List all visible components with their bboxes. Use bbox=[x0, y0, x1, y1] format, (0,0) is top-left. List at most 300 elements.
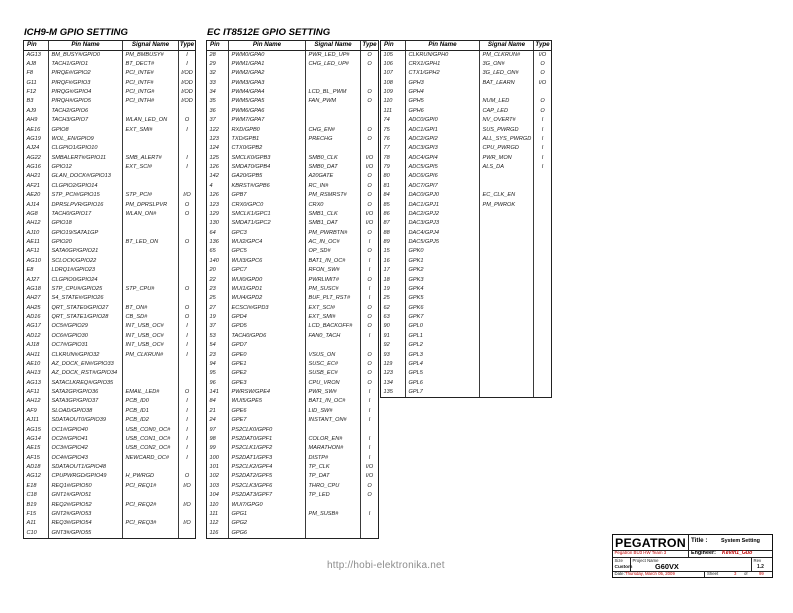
signal-name-cell bbox=[479, 276, 533, 285]
table-body bbox=[381, 51, 551, 398]
type-cell: O bbox=[360, 369, 378, 378]
signal-name-cell: SUSC_EC# bbox=[305, 360, 360, 369]
pin-cell: 108 bbox=[383, 79, 393, 86]
pin-name-cell: PIRQH#/GPIO5 bbox=[48, 97, 122, 106]
type-cell: O bbox=[533, 97, 551, 106]
signal-name-cell: CRX0 bbox=[305, 201, 360, 210]
pin-cell: 95 bbox=[209, 370, 216, 377]
pin-name-cell: GPC5 bbox=[228, 247, 305, 256]
pin-name-cell: ADC1/GPI1 bbox=[405, 126, 479, 135]
signal-name-cell: SUSB_EC# bbox=[305, 369, 360, 378]
pin-name-cell: AZ_DOCK_EN#/GPIO33 bbox=[48, 360, 122, 369]
table-row bbox=[207, 69, 378, 78]
table-row bbox=[381, 210, 551, 219]
table-body bbox=[207, 51, 378, 539]
type-cell bbox=[178, 247, 195, 256]
pin-cell: AJ14 bbox=[26, 201, 40, 208]
table-row bbox=[207, 247, 378, 256]
signal-name-cell: LID_SW# bbox=[305, 407, 360, 416]
table-row bbox=[24, 294, 195, 303]
signal-name-cell: PCI_INTG# bbox=[122, 88, 178, 97]
signal-name-cell: H_PWRGD bbox=[122, 472, 178, 481]
pin-name-cell: CPUPWRGD/GPIO49 bbox=[48, 472, 122, 481]
table-row bbox=[24, 304, 195, 313]
type-cell bbox=[360, 529, 378, 538]
signal-name-cell: SMB_ALERT# bbox=[122, 154, 178, 163]
type-cell bbox=[533, 379, 551, 388]
type-cell bbox=[533, 219, 551, 228]
title-label: Title : bbox=[691, 537, 708, 544]
pin-name-cell: PS2CLK2/GPF4 bbox=[228, 463, 305, 472]
type-cell bbox=[533, 369, 551, 378]
signal-name-cell: PM_CLKRUN# bbox=[479, 51, 533, 60]
signal-name-cell: BAT1_IN_OC# bbox=[305, 257, 360, 266]
pin-name-cell: GPL6 bbox=[405, 379, 479, 388]
type-cell bbox=[360, 144, 378, 153]
pin-cell: AE10 bbox=[26, 360, 41, 367]
table-row bbox=[24, 501, 195, 510]
pin-name-cell: GPL5 bbox=[405, 369, 479, 378]
table-row bbox=[207, 332, 378, 341]
type-cell: I bbox=[178, 154, 195, 163]
table-row bbox=[381, 304, 551, 313]
pin-name-cell: DPRSLPVR/GPIO16 bbox=[48, 201, 122, 210]
pin-name-cell: PWM2/GPA2 bbox=[228, 69, 305, 78]
pin-name-cell: SDATAOUT0/GPIO39 bbox=[48, 416, 122, 425]
pin-cell: 84 bbox=[209, 398, 216, 405]
table-row bbox=[24, 201, 195, 210]
pin-cell: 22 bbox=[209, 276, 216, 283]
signal-name-cell: CB_SD# bbox=[122, 313, 178, 322]
table-row bbox=[207, 407, 378, 416]
table-row bbox=[24, 463, 195, 472]
signal-name-cell: 3G_ON# bbox=[479, 60, 533, 69]
pin-name-cell: GPK0 bbox=[405, 247, 479, 256]
pin-name-cell: BM_BUSY#/GPIO0 bbox=[48, 51, 122, 60]
pin-cell: 123 bbox=[209, 135, 219, 142]
type-cell: I/O bbox=[178, 191, 195, 200]
pin-cell: F15 bbox=[26, 510, 37, 517]
pin-cell: 20 bbox=[209, 267, 216, 274]
pin-name-cell: WUI1/GPD1 bbox=[228, 285, 305, 294]
signal-name-cell bbox=[479, 369, 533, 378]
signal-name-cell: FAN_PWM bbox=[305, 97, 360, 106]
type-cell bbox=[178, 182, 195, 191]
table-row bbox=[24, 210, 195, 219]
signal-name-cell: THRO_CPU bbox=[305, 482, 360, 491]
pin-cell: 111 bbox=[383, 107, 393, 114]
table-row bbox=[207, 491, 378, 500]
table-row bbox=[207, 97, 378, 106]
table-row bbox=[381, 229, 551, 238]
pin-cell: AG13 bbox=[26, 51, 41, 58]
pin-name-cell: OC5#/GPIO29 bbox=[48, 322, 122, 331]
pin-cell: AG10 bbox=[26, 257, 41, 264]
pin-cell: 142 bbox=[209, 173, 219, 180]
signal-name-cell: LCD_BL_PWM bbox=[305, 88, 360, 97]
signal-name-cell: OP_SD# bbox=[305, 247, 360, 256]
signal-name-cell: EXT_SCI# bbox=[305, 304, 360, 313]
pin-name-cell: SMBALERT#/GPIO11 bbox=[48, 154, 122, 163]
pin-name-cell: SATACLKREQ#/GPIO35 bbox=[48, 379, 122, 388]
type-cell: I/O bbox=[533, 51, 551, 60]
signal-name-cell bbox=[479, 238, 533, 247]
table-row bbox=[207, 285, 378, 294]
type-cell: O bbox=[178, 238, 195, 247]
pin-cell: AD12 bbox=[26, 332, 41, 339]
signal-name-cell bbox=[479, 219, 533, 228]
type-cell bbox=[178, 379, 195, 388]
signal-name-cell: STP_PCI# bbox=[122, 191, 178, 200]
type-cell: O bbox=[360, 351, 378, 360]
pin-cell: 126 bbox=[209, 192, 219, 199]
signal-name-cell: TP_LED bbox=[305, 491, 360, 500]
pin-name-cell: GNT1#/GPIO51 bbox=[48, 491, 122, 500]
pin-name-cell: KBRST#/GPB6 bbox=[228, 182, 305, 191]
signal-name-cell: EMAIL_LED# bbox=[122, 388, 178, 397]
table-row bbox=[24, 313, 195, 322]
table-row bbox=[207, 313, 378, 322]
signal-name-cell: PCB_ID1 bbox=[122, 407, 178, 416]
type-cell bbox=[533, 172, 551, 181]
pin-cell: 17 bbox=[383, 267, 390, 274]
table-row bbox=[381, 51, 551, 60]
table-row bbox=[24, 379, 195, 388]
type-cell: I bbox=[533, 135, 551, 144]
signal-name-cell: PWR_SW# bbox=[305, 388, 360, 397]
pin-cell: 90 bbox=[383, 323, 390, 330]
signal-name-cell bbox=[122, 107, 178, 116]
table-row bbox=[207, 154, 378, 163]
pin-name-cell: SMCLK0/GPB3 bbox=[228, 154, 305, 163]
pin-cell: 34 bbox=[209, 89, 216, 95]
table-header bbox=[24, 41, 195, 51]
pin-cell: 19 bbox=[209, 314, 216, 320]
table-row bbox=[207, 182, 378, 191]
table-row bbox=[381, 60, 551, 69]
type-cell: I bbox=[178, 397, 195, 406]
type-cell: I bbox=[178, 126, 195, 135]
pin-name-cell: DAC1/GPJ1 bbox=[405, 201, 479, 210]
pin-name-cell: PS2CLK0/GPF0 bbox=[228, 426, 305, 435]
table-row bbox=[24, 472, 195, 481]
pin-cell: 94 bbox=[209, 360, 216, 367]
pin-name-cell: QRT_STATE1/GPIO28 bbox=[48, 313, 122, 322]
pin-name-cell: OC4#/GPIO43 bbox=[48, 454, 122, 463]
type-cell: O bbox=[360, 276, 378, 285]
signal-name-cell bbox=[305, 519, 360, 528]
type-cell bbox=[178, 266, 195, 275]
pin-cell: 62 bbox=[383, 304, 390, 311]
pin-name-cell: GPH3 bbox=[405, 79, 479, 88]
signal-name-cell: INSTANT_ON# bbox=[305, 416, 360, 425]
ich9-title: ICH9-M GPIO SETTING bbox=[24, 27, 128, 38]
pin-name-cell: OC2#/GPIO41 bbox=[48, 435, 122, 444]
pin-name-cell: ADC3/GPI3 bbox=[405, 144, 479, 153]
pin-cell: AH12 bbox=[26, 398, 41, 405]
table-row bbox=[381, 135, 551, 144]
type-cell: I bbox=[178, 454, 195, 463]
type-cell bbox=[178, 529, 195, 538]
pin-name-cell: QRT_STATE0/GPIO27 bbox=[48, 304, 122, 313]
sheet-total: 99 bbox=[759, 571, 764, 577]
table-row bbox=[207, 116, 378, 125]
header-type: Type bbox=[533, 41, 551, 50]
pin-cell: G11 bbox=[26, 79, 37, 86]
type-cell: I bbox=[533, 154, 551, 163]
pin-name-cell: PWM6/GPA6 bbox=[228, 107, 305, 116]
pin-name-cell: DAC2/GPJ2 bbox=[405, 210, 479, 219]
pin-name-cell: SCLOCK/GPIO22 bbox=[48, 257, 122, 266]
table-row bbox=[381, 313, 551, 322]
pin-cell: 25 bbox=[209, 295, 216, 302]
pin-cell: 123 bbox=[209, 201, 219, 208]
table-row bbox=[24, 144, 195, 153]
pin-name-cell: RXD/GPB0 bbox=[228, 126, 305, 135]
pin-name-cell: REQ1#/GPIO50 bbox=[48, 482, 122, 491]
pin-name-cell: PIRQF#/GPIO3 bbox=[48, 79, 122, 88]
type-cell: I/O bbox=[178, 519, 195, 528]
type-cell: O bbox=[360, 135, 378, 144]
table-row bbox=[24, 88, 195, 97]
pin-cell: 74 bbox=[383, 117, 390, 124]
type-cell bbox=[178, 463, 195, 472]
signal-name-cell bbox=[479, 257, 533, 266]
table-row bbox=[24, 266, 195, 275]
table-row bbox=[24, 491, 195, 500]
type-cell bbox=[533, 351, 551, 360]
type-cell: O bbox=[178, 472, 195, 481]
table-row bbox=[381, 266, 551, 275]
type-cell: I bbox=[360, 416, 378, 425]
signal-name-cell: INT_USB_OC# bbox=[122, 322, 178, 331]
project-name-value: G60VX bbox=[655, 561, 679, 571]
signal-name-cell: PM_SUSB# bbox=[305, 510, 360, 519]
type-cell bbox=[178, 294, 195, 303]
pin-cell: B19 bbox=[26, 501, 37, 508]
rev-value: 1.2 bbox=[757, 563, 764, 570]
table-row bbox=[207, 304, 378, 313]
type-cell: I/O bbox=[533, 79, 551, 88]
type-cell: O bbox=[360, 191, 378, 200]
pin-cell: 100 bbox=[209, 454, 219, 461]
signal-name-cell bbox=[122, 229, 178, 238]
pin-name-cell: GPL2 bbox=[405, 341, 479, 350]
signal-name-cell: CHG_EN# bbox=[305, 126, 360, 135]
type-cell bbox=[533, 88, 551, 97]
pin-cell: 91 bbox=[383, 332, 390, 339]
pin-cell: AG8 bbox=[26, 210, 38, 217]
type-cell: I bbox=[533, 126, 551, 135]
pin-cell: 129 bbox=[209, 210, 219, 217]
type-cell bbox=[178, 107, 195, 116]
type-cell: I bbox=[533, 116, 551, 125]
table-row bbox=[207, 519, 378, 528]
type-cell: I/O bbox=[360, 154, 378, 163]
title-block-divider bbox=[751, 557, 752, 571]
type-cell: I bbox=[360, 257, 378, 266]
signal-name-cell: PM_RSMRST# bbox=[305, 191, 360, 200]
signal-name-cell bbox=[305, 501, 360, 510]
pin-cell: 63 bbox=[383, 314, 390, 320]
signal-name-cell bbox=[122, 463, 178, 472]
signal-name-cell: PCB_ID2 bbox=[122, 416, 178, 425]
table-row bbox=[24, 116, 195, 125]
pin-cell: 134 bbox=[383, 379, 393, 386]
signal-name-cell bbox=[122, 247, 178, 256]
signal-name-cell: PM_SUSC# bbox=[305, 285, 360, 294]
signal-name-cell bbox=[122, 257, 178, 266]
pin-cell: 78 bbox=[383, 154, 390, 161]
pin-cell: 77 bbox=[383, 145, 390, 152]
pin-name-cell: SMDAT0/GPB4 bbox=[228, 163, 305, 172]
pin-name-cell: PWRSW/GPE4 bbox=[228, 388, 305, 397]
table-row bbox=[24, 247, 195, 256]
table-row bbox=[207, 163, 378, 172]
pin-name-cell: PS2DAT2/GPF5 bbox=[228, 472, 305, 481]
signal-name-cell: LCD_BACKOFF# bbox=[305, 322, 360, 331]
pin-cell: AH13 bbox=[26, 370, 41, 377]
pin-name-cell: GLAN_DOCK#/GPIO13 bbox=[48, 172, 122, 181]
signal-name-cell bbox=[479, 210, 533, 219]
table-row bbox=[381, 201, 551, 210]
type-cell: I/O bbox=[360, 210, 378, 219]
signal-name-cell: PWR_LED_UP# bbox=[305, 51, 360, 60]
signal-name-cell: VSUS_ON bbox=[305, 351, 360, 360]
title-block-divider bbox=[688, 535, 689, 557]
pin-name-cell: GPK6 bbox=[405, 304, 479, 313]
type-cell bbox=[533, 257, 551, 266]
date-value: Thursday, March 05, 2009 bbox=[625, 571, 675, 577]
table-row bbox=[24, 285, 195, 294]
pin-cell: 98 bbox=[209, 435, 216, 442]
pin-name-cell: GPH6 bbox=[405, 107, 479, 116]
type-cell: I bbox=[178, 407, 195, 416]
table-row bbox=[381, 351, 551, 360]
type-cell: I bbox=[178, 426, 195, 435]
type-cell: O bbox=[178, 304, 195, 313]
table-row bbox=[207, 172, 378, 181]
signal-name-cell: ALS_DA bbox=[479, 163, 533, 172]
pin-name-cell: SATA0GP/GPIO21 bbox=[48, 247, 122, 256]
signal-name-cell bbox=[305, 116, 360, 125]
signal-name-cell: ALL_SYS_PWRGD bbox=[479, 135, 533, 144]
pin-cell: 80 bbox=[383, 173, 390, 180]
pin-cell: 53 bbox=[209, 332, 216, 339]
table-row bbox=[24, 191, 195, 200]
type-cell bbox=[178, 135, 195, 144]
signal-name-cell: PM_PWRBTN# bbox=[305, 229, 360, 238]
pin-cell: AH25 bbox=[26, 304, 41, 311]
pin-name-cell: SMCLK1/GPC1 bbox=[228, 210, 305, 219]
type-cell: I bbox=[178, 163, 195, 172]
table-row bbox=[381, 163, 551, 172]
signal-name-cell bbox=[479, 88, 533, 97]
pin-cell: AH27 bbox=[26, 295, 41, 302]
table-row bbox=[207, 397, 378, 406]
pin-cell: AF21 bbox=[26, 182, 40, 189]
pin-name-cell: DAC4/GPJ4 bbox=[405, 229, 479, 238]
table-row bbox=[207, 135, 378, 144]
table-row bbox=[24, 172, 195, 181]
type-cell: I bbox=[178, 341, 195, 350]
type-cell: I bbox=[360, 407, 378, 416]
type-cell: I/O bbox=[178, 482, 195, 491]
pin-cell: F12 bbox=[26, 89, 37, 95]
table-row bbox=[207, 510, 378, 519]
pin-name-cell: WOL_EN/GPIO9 bbox=[48, 135, 122, 144]
pin-cell: 123 bbox=[383, 370, 393, 377]
engineer-name: Kevin1_Guo bbox=[722, 550, 753, 557]
table-row bbox=[381, 360, 551, 369]
type-cell: O bbox=[360, 51, 378, 60]
type-cell bbox=[360, 69, 378, 78]
pin-name-cell: WUI7/GPG0 bbox=[228, 501, 305, 510]
table-row bbox=[24, 51, 195, 60]
pin-cell: 124 bbox=[209, 145, 219, 152]
table-row bbox=[207, 79, 378, 88]
pin-name-cell: PWM7/GPA7 bbox=[228, 116, 305, 125]
pin-name-cell: GPE3 bbox=[228, 379, 305, 388]
pin-name-cell: WUI2/GPC4 bbox=[228, 238, 305, 247]
table-row bbox=[381, 322, 551, 331]
signal-name-cell bbox=[479, 294, 533, 303]
pin-name-cell: GPB7 bbox=[228, 191, 305, 200]
pin-name-cell: SATA2GP/GPIO36 bbox=[48, 388, 122, 397]
pin-name-cell: GPIO12 bbox=[48, 163, 122, 172]
table-body bbox=[24, 51, 195, 539]
type-cell: O bbox=[178, 116, 195, 125]
pin-cell: 29 bbox=[209, 60, 216, 67]
table-row bbox=[381, 219, 551, 228]
table-row bbox=[24, 154, 195, 163]
pin-cell: AG19 bbox=[26, 135, 41, 142]
pin-cell: AH11 bbox=[26, 351, 41, 358]
signal-name-cell: TP_DAT bbox=[305, 472, 360, 481]
pin-cell: 54 bbox=[209, 342, 216, 349]
pin-name-cell: PIRQE#/GPIO2 bbox=[48, 69, 122, 78]
signal-name-cell bbox=[305, 107, 360, 116]
table-row bbox=[381, 257, 551, 266]
signal-name-cell: PM_BMBUSY# bbox=[122, 51, 178, 60]
type-cell: I/O bbox=[360, 472, 378, 481]
table-row bbox=[207, 360, 378, 369]
pin-name-cell: DAC3/GPJ3 bbox=[405, 219, 479, 228]
signal-name-cell bbox=[479, 360, 533, 369]
sheet-number: 3 bbox=[734, 571, 737, 577]
signal-name-cell bbox=[122, 219, 178, 228]
pin-cell: 102 bbox=[209, 473, 219, 480]
pin-name-cell: GPL4 bbox=[405, 360, 479, 369]
table-row bbox=[207, 294, 378, 303]
type-cell bbox=[533, 322, 551, 331]
table-row bbox=[381, 276, 551, 285]
signal-name-cell: BT_DECT# bbox=[122, 60, 178, 69]
pin-name-cell: GPL7 bbox=[405, 388, 479, 397]
pin-name-cell: GPE0 bbox=[228, 351, 305, 360]
type-cell: O bbox=[533, 107, 551, 116]
table-row bbox=[24, 135, 195, 144]
sheet-of-label: of bbox=[744, 571, 748, 577]
signal-name-cell: PCI_REQ2# bbox=[122, 501, 178, 510]
signal-name-cell: COLOR_EN# bbox=[305, 435, 360, 444]
signal-name-cell bbox=[479, 313, 533, 322]
pin-cell: 101 bbox=[209, 464, 219, 470]
pin-name-cell: ADC7/GPI7 bbox=[405, 182, 479, 191]
signal-name-cell: PCI_INTF# bbox=[122, 79, 178, 88]
table-row bbox=[24, 276, 195, 285]
signal-name-cell: BT_LED_ON bbox=[122, 238, 178, 247]
